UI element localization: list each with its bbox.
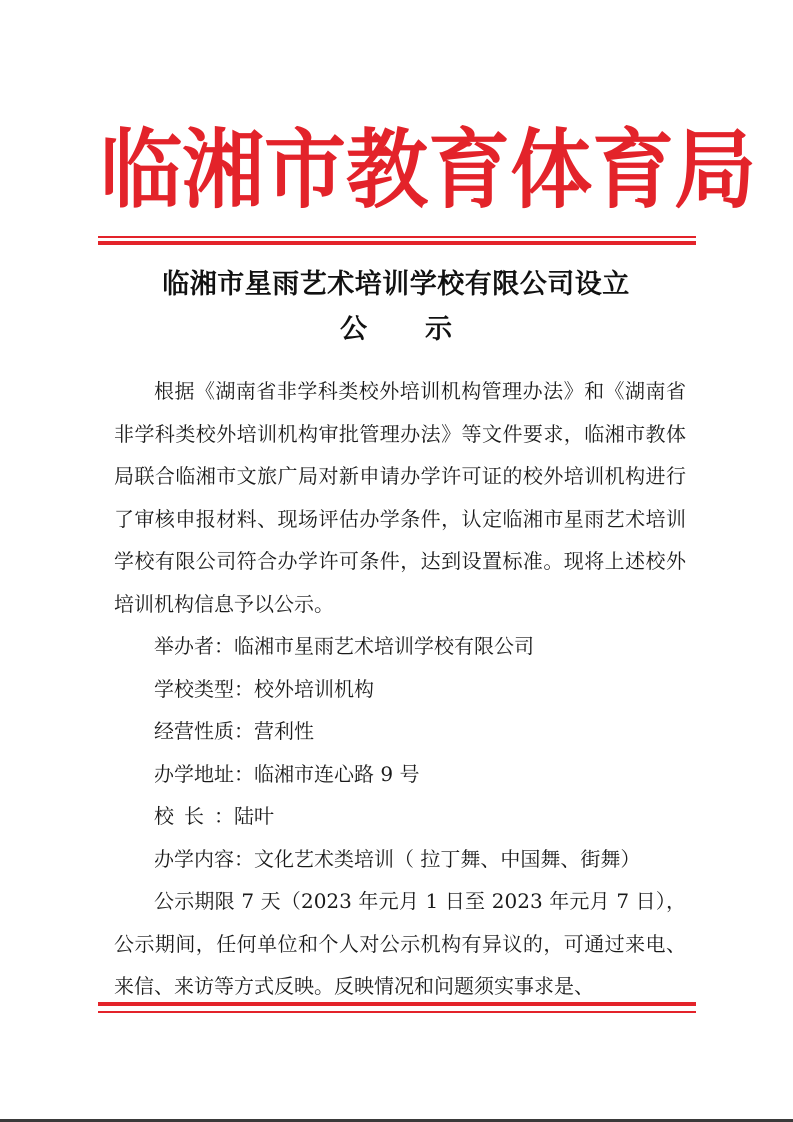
- field-content: [114, 838, 686, 881]
- letterhead-char: 市: [264, 120, 347, 221]
- letterhead-char: 体: [510, 120, 593, 221]
- letterhead-char: 临: [100, 120, 183, 221]
- field-label: 办学地址：: [154, 761, 254, 786]
- field-principal: [114, 795, 686, 838]
- field-label-prefix: 校: [154, 804, 184, 828]
- subtitle-char-1: 公: [340, 314, 367, 345]
- field-label: 经营性质：: [154, 719, 254, 743]
- field-label-spaced: [154, 795, 234, 838]
- field-organizer: [114, 625, 686, 668]
- field-value: 陆叶: [234, 804, 274, 828]
- field-label: 学校类型：: [154, 676, 254, 701]
- subtitle-char-2: 示: [425, 314, 452, 345]
- letterhead-char: 教: [346, 120, 429, 221]
- field-address: [114, 753, 686, 796]
- document-title: 临湘市星雨艺术培训学校有限公司设立: [162, 269, 630, 300]
- field-label: 办学内容：: [154, 846, 254, 871]
- field-business-nature: [114, 710, 686, 753]
- field-school-type: [114, 668, 686, 711]
- document-subtitle: [96, 307, 696, 346]
- footer-divider-thin: [98, 1011, 696, 1013]
- letterhead-char: 局: [674, 120, 757, 221]
- letterhead-title: [100, 109, 757, 233]
- field-value: 校外培训机构: [254, 676, 374, 701]
- closing-paragraph: 公示期限 7 天（2023 年元月 1 日至 2023 年元月 7 日），公示期间，任何单位和个人对公示机构有异议的，可通过来电、来信、来访等方式反映。反映情况和问题须实事求是、: [114, 889, 686, 998]
- field-label: 举办者：: [154, 634, 234, 658]
- field-value: 文化艺术类培训（ 拉丁舞、中国舞、街舞）: [254, 846, 641, 871]
- field-value: 营利性: [254, 719, 314, 743]
- document-body: [114, 370, 686, 1008]
- header-divider-thick: [98, 241, 696, 245]
- field-label: 长：: [184, 804, 234, 828]
- field-value: 临湘市星雨艺术培训学校有限公司: [234, 634, 534, 658]
- header-divider-thin: [98, 236, 696, 238]
- footer-divider-thick: [98, 1002, 696, 1006]
- letterhead-char: 湘: [182, 120, 265, 221]
- field-value: 临湘市连心路 9 号: [254, 761, 420, 786]
- letterhead-char: 育: [428, 120, 511, 221]
- letterhead-char: 育: [592, 120, 675, 221]
- intro-paragraph: 根据《湖南省非学科类校外培训机构管理办法》和《湖南省非学科类校外培训机构审批管理办法》等文件要求，临湘市教体局联合临湘市文旅广局对新申请办学许可证的校外培训机构进行了审核申报材料、现场评估办学条件，认定临湘市星雨艺术培训学校有限公司符合办学许可条件，达到设置标准。现将上述校外培训机构信息予以公示。: [114, 379, 686, 616]
